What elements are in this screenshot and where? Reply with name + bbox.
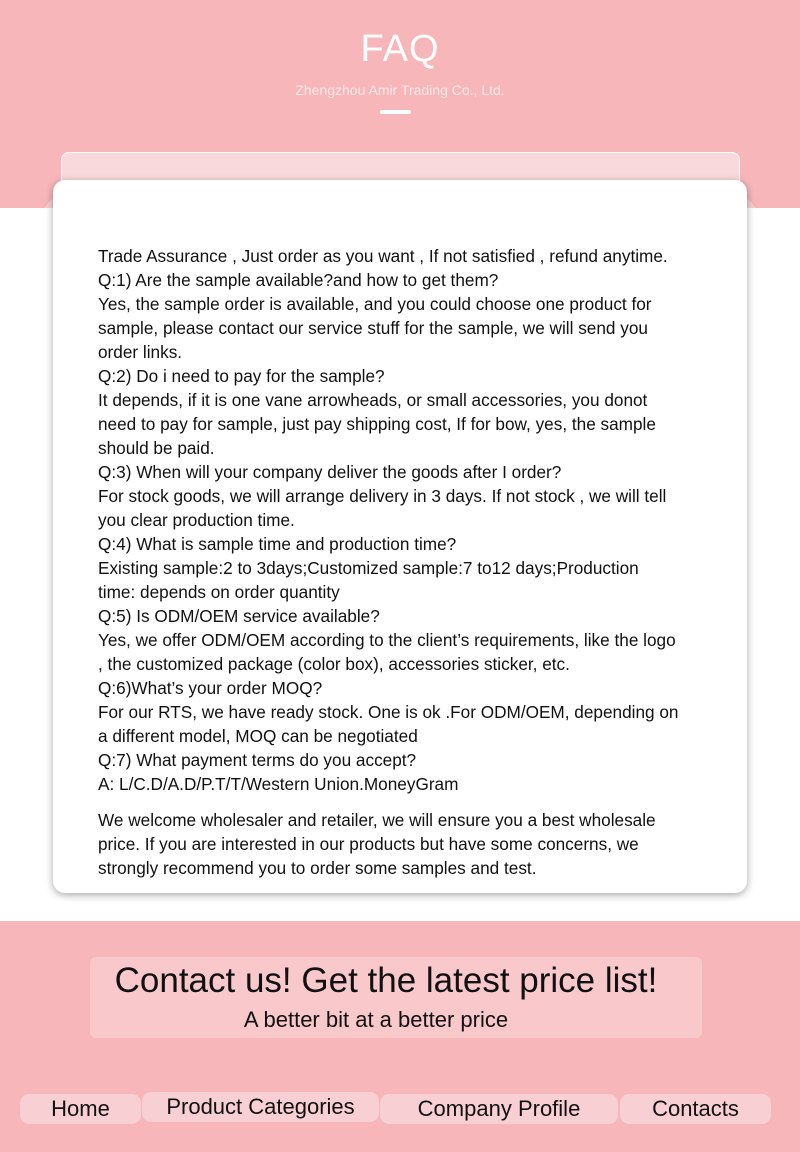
faq-content	[98, 244, 718, 796]
faq-line: you clear production time.	[98, 510, 295, 530]
closing-line: We welcome wholesaler and retailer, we will ensure you a best wholesale	[98, 810, 656, 830]
faq-line: a different model, MOQ can be negotiated	[98, 726, 418, 746]
faq-line: A: L/C.D/A.D/P.T/T/Western Union.MoneyGram	[98, 774, 459, 794]
nav-home-button[interactable]: Home	[20, 1094, 141, 1124]
faq-line: Q:4) What is sample time and production time?	[98, 534, 457, 554]
faq-line: Yes, the sample order is available, and you could choose one product for	[98, 294, 652, 314]
nav-company-profile-button[interactable]: Company Profile	[380, 1094, 618, 1124]
closing-line: strongly recommend you to order some samples and test.	[98, 858, 537, 878]
faq-line: Q:2) Do i need to pay for the sample?	[98, 366, 385, 386]
faq-line: Q:3) When will your company deliver the goods after I order?	[98, 462, 562, 482]
contact-headline: Contact us! Get the latest price list!	[114, 961, 658, 1000]
faq-line: Q:6)What’s your order MOQ?	[98, 678, 323, 698]
faq-line: Yes, we offer ODM/OEM according to the client’s requirements, like the logo	[98, 630, 676, 650]
faq-line: time: depends on order quantity	[98, 582, 340, 602]
faq-line: order links.	[98, 342, 183, 362]
faq-line: Q:5) Is ODM/OEM service available?	[98, 606, 380, 626]
faq-line: For stock goods, we will arrange delivery in 3 days. If not stock , we will tell	[98, 486, 667, 506]
faq-line: sample, please contact our service stuff for the sample, we will send you	[98, 318, 648, 338]
page-title: FAQ	[360, 28, 440, 70]
company-subtitle: Zhengzhou Amir Trading Co., Ltd.	[295, 82, 505, 98]
faq-line: , the customized package (color box), accessories sticker, etc.	[98, 654, 570, 674]
closing-paragraph	[98, 808, 718, 880]
faq-line: need to pay for sample, just pay shipping cost, If for bow, yes, the sample	[98, 414, 656, 434]
closing-line: price. If you are interested in our products but have some concerns, we	[98, 834, 639, 854]
contact-tagline: A better bit at a better price	[243, 1007, 509, 1032]
faq-line: Q:7) What payment terms do you accept?	[98, 750, 417, 770]
faq-line: Trade Assurance , Just order as you want , If not satisfied , refund anytime.	[98, 246, 668, 266]
faq-line: Q:1) Are the sample available?and how to get them?	[98, 270, 499, 290]
faq-line: It depends, if it is one vane arrowheads, or small accessories, you donot	[98, 390, 648, 410]
nav-contacts-button[interactable]: Contacts	[620, 1094, 771, 1124]
faq-line: Existing sample:2 to 3days;Customized sample:7 to12 days;Production	[98, 558, 639, 578]
faq-card	[53, 180, 747, 893]
title-underline	[380, 110, 411, 114]
faq-line: should be paid.	[98, 438, 215, 458]
contact-banner	[90, 957, 702, 1038]
faq-line: For our RTS, we have ready stock. One is ok .For ODM/OEM, depending on	[98, 702, 679, 722]
nav-product-categories-button[interactable]: Product Categories	[142, 1092, 379, 1122]
